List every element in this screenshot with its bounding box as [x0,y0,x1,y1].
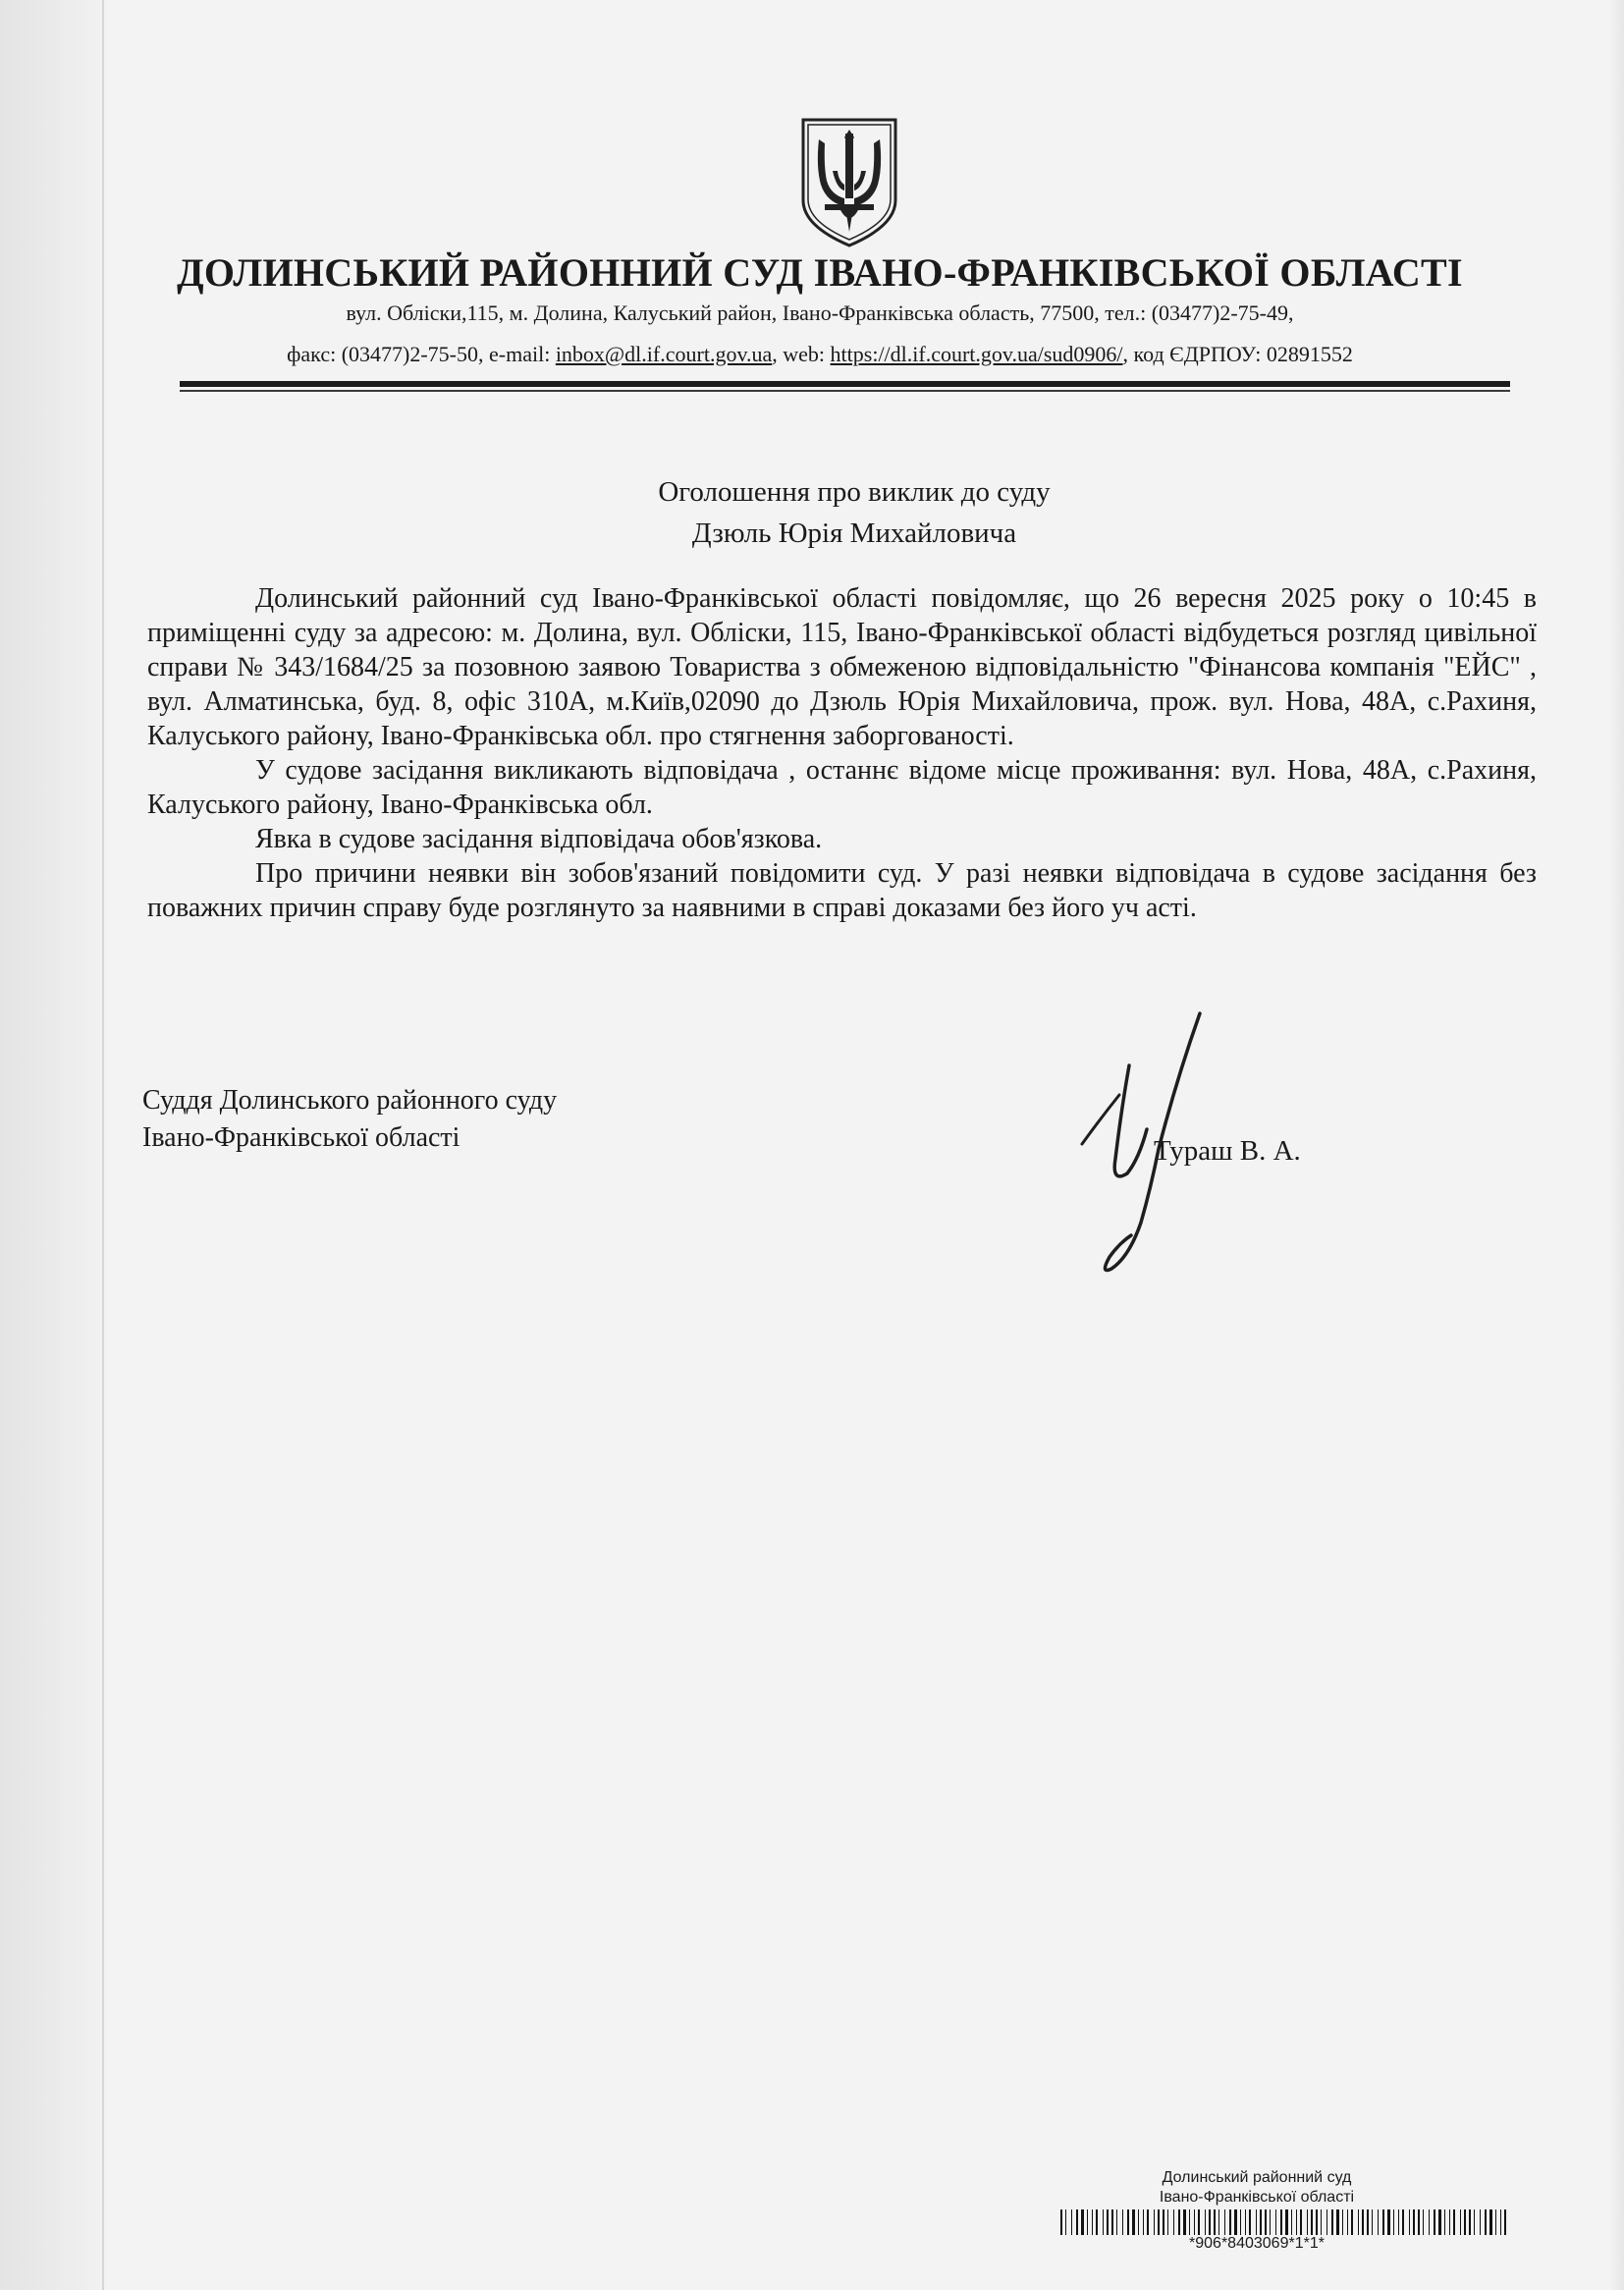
judge-name: Тураш В. А. [1154,1135,1301,1167]
fax-text: факс: (03477)2-75-50, e-mail: [287,342,556,366]
website-link[interactable]: https://dl.if.court.gov.ua/sud0906/ [830,342,1123,366]
web-label: , web: [772,342,831,366]
body-paragraph-3: Явка в судове засідання відповідача обов'язкова. [255,824,823,854]
court-contacts [147,342,1492,367]
body-paragraph-1: Долинський районний суд Івано-Франківської області повідомляє, що 26 вересня 2025 року о 10:45 в приміщенні суду за адресою: м. Долина, вул. Обліски, 115, Івано-Франківської області відбудеться розгляд цивільної справи № 343/1684/25 за позовною заявою Товариства з обмеженою відповідальністю "Фінансова компанія "ЕЙС" , вул. Алматинська, буд. 8, офіс 310А, м.Київ,02090 до Дзюль Юрія Михайловича, прож. вул. Нова, 48А, с.Рахиня, Калуського району, Івано-Франківська обл. про стягнення заборгованості. [147,583,1537,751]
court-name-heading: ДОЛИНСЬКИЙ РАЙОННИЙ СУД ІВАНО-ФРАНКІВСЬКОЇ ОБЛАСТІ [177,250,1463,295]
judge-title-line-1: Суддя Долинського районного суду [142,1085,558,1116]
body-paragraph-2: У судове засідання викликають відповідача , останнє відоме місце проживання: вул. Нова, 48А, с.Рахиня, Калуського району, Івано-Франківська обл. [147,755,1537,820]
footer-court-line-1: Долинський районний суд [1162,2169,1352,2186]
notice-title-line-2: Дзюль Юрія Михайловича [691,518,1017,549]
edrpou-code: , код ЄДРПОУ: 02891552 [1122,342,1353,366]
header-divider-thick [180,381,1510,387]
trident-coat-of-arms-icon [797,116,901,249]
scan-shadow-left [0,0,106,2290]
body-paragraph-4: Про причини неявки він зобов'язаний повідомити суд. У разі неявки відповідача в судове засідання без поважних причин справу буде розглянуто за наявними в справі доказами без його уч асті. [147,858,1537,923]
judge-title-line-2: Івано-Франківської області [142,1122,460,1153]
scan-edge-line [102,0,104,2290]
barcode-number: *906*8403069*1*1* [1189,2235,1325,2252]
email-link[interactable]: inbox@dl.if.court.gov.ua [555,342,773,366]
footer-court-stamp [1110,2168,1404,2208]
judge-title [142,1082,557,1157]
notice-title-line-1: Оголошення про виклик до суду [658,476,1051,508]
header-divider-thin [180,390,1510,392]
footer-court-line-2: Івано-Франківської області [1159,2189,1355,2206]
notice-body [147,581,1537,925]
document-barcode [1060,2209,1512,2235]
notice-title [147,471,1561,554]
court-address: вул. Обліски,115, м. Долина, Калуський район, Івано-Франківська область, 77500, тел.: (03477)2-75-49, [346,300,1294,325]
scan-shadow-right [1610,0,1624,2290]
